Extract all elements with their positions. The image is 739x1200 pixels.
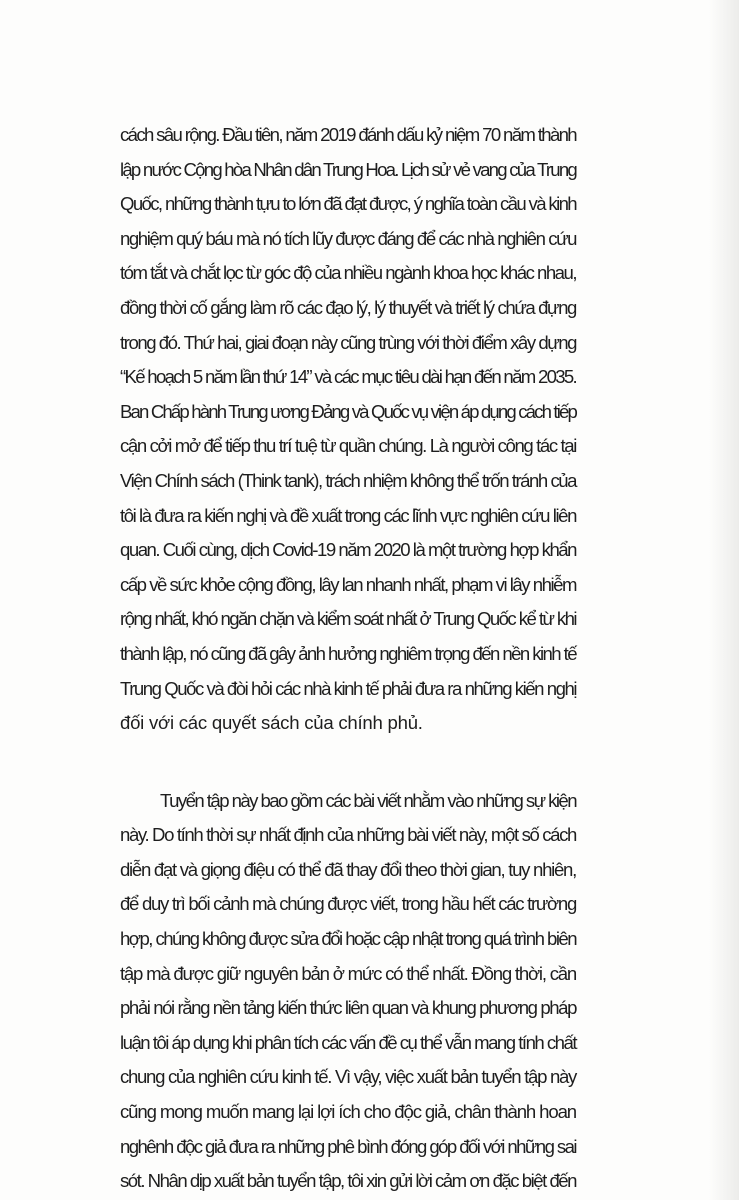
text-line: đồng thời cố gắng làm rõ các đạo lý, lý thuyết và triết lý chứa đựng — [120, 296, 576, 318]
text-line: tóm tắt và chắt lọc từ góc độ của nhiều ngành khoa học khác nhau, — [120, 262, 576, 284]
text-line: đối với các quyết sách của chính phủ. — [120, 712, 423, 734]
text-line: sót. Nhân dịp xuất bản tuyển tập, tôi xin gửi lời cảm ơn đặc biệt đến — [120, 1170, 576, 1192]
text-line: để duy trì bối cảnh mà chúng được viết, trong hầu hết các trường — [120, 893, 576, 915]
text-line: diễn đạt và giọng điệu có thể đã thay đổi theo thời gian, tuy nhiên, — [120, 858, 576, 880]
text-line: cách sâu rộng. Đầu tiên, năm 2019 đánh dấu kỷ niệm 70 năm thành — [120, 124, 576, 145]
text-line: chung của nghiên cứu kinh tế. Vì vậy, việc xuất bản tuyển tập này — [120, 1066, 576, 1088]
text-line: “Kế hoạch 5 năm lần thứ 14” và các mục tiêu dài hạn đến năm 2035. — [120, 366, 576, 388]
text-line: luận tôi áp dụng khi phân tích các vấn đề cụ thể vẫn mang tính chất — [120, 1031, 576, 1053]
text-line: phải nói rằng nền tảng kiến thức liên quan và khung phương pháp — [120, 997, 576, 1019]
text-line: cấp về sức khỏe cộng đồng, lây lan nhanh nhất, phạm vi lây nhiễm — [120, 573, 576, 595]
text-line: lập nước Cộng hòa Nhân dân Trung Hoa. Lịch sử vẻ vang của Trung — [120, 158, 576, 180]
page-edge-shadow — [709, 0, 739, 1200]
text-line: hợp, chúng không được sửa đổi hoặc cập nhật trong quá trình biên — [120, 928, 576, 950]
text-line: này. Do tính thời sự nhất định của những bài viết này, một số cách — [120, 824, 576, 846]
book-page-body — [120, 118, 576, 1199]
text-line: thành lập, nó cũng đã gây ảnh hưởng nghiêm trọng đến nền kinh tế — [120, 642, 576, 664]
text-line: rộng nhất, khó ngăn chặn và kiểm soát nhất ở Trung Quốc kể từ khi — [120, 608, 576, 630]
text-line: Trung Quốc và đòi hỏi các nhà kinh tế phải đưa ra những kiến nghị — [120, 677, 576, 699]
paragraph — [120, 118, 576, 741]
text-line: nghiệm quý báu mà nó tích lũy được đáng để các nhà nghiên cứu — [120, 227, 576, 249]
text-line: nghênh độc giả đưa ra những phê bình đóng góp đối với những sai — [120, 1135, 576, 1157]
text-line: cũng mong muốn mang lại lợi ích cho độc giả, chân thành hoan — [120, 1101, 576, 1123]
text-line: Tuyển tập này bao gồm các bài viết nhằm vào những sự kiện — [160, 789, 576, 811]
text-line: tập mà được giữ nguyên bản ở mức có thể nhất. Đồng thời, cần — [120, 962, 576, 984]
text-line: Viện Chính sách (Think tank), trách nhiệm không thể trốn tránh của — [120, 469, 576, 491]
paragraph — [120, 784, 576, 1199]
text-line: tôi là đưa ra kiến nghị và đề xuất trong các lĩnh vực nghiên cứu liên — [120, 504, 576, 526]
text-line: trong đó. Thứ hai, giai đoạn này cũng trùng với thời điểm xây dựng — [120, 331, 576, 353]
text-line: cận cởi mở để tiếp thu trí tuệ từ quần chúng. Là người công tác tại — [120, 435, 576, 457]
text-line: Quốc, những thành tựu to lớn đã đạt được, ý nghĩa toàn cầu và kinh — [120, 193, 576, 215]
text-line: Ban Chấp hành Trung ương Đảng và Quốc vụ viện áp dụng cách tiếp — [120, 400, 576, 422]
text-line: quan. Cuối cùng, dịch Covid-19 năm 2020 là một trường hợp khẩn — [120, 539, 576, 561]
